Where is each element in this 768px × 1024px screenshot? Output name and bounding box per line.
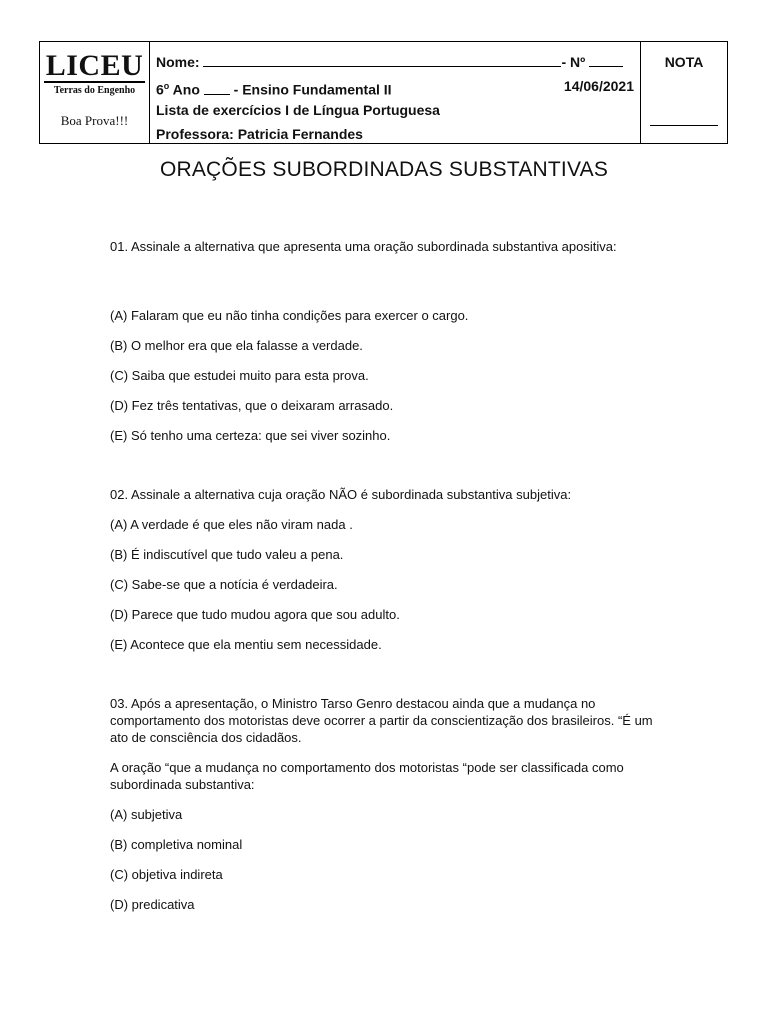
- option-item: (A) Falaram que eu não tinha condições para exercer o cargo.: [110, 308, 469, 323]
- name-line: [156, 50, 634, 74]
- question-prompt: 02. Assinale a alternativa cuja oração NÃO é subordinada substantiva subjetiva:: [110, 487, 572, 502]
- option-item: (C) Sabe-se que a notícia é verdadeira.: [110, 577, 338, 592]
- option-item: (C) Saiba que estudei muito para esta prova.: [110, 368, 369, 383]
- question-prompt: 03. Após a apresentação, o Ministro Tarso Genro destacou ainda que a mudança no comportamento dos motoristas deve ocorrer a partir da conscientização dos brasileiros. “É um ato de consciência dos cidadãos.: [110, 696, 653, 745]
- exercise-list: [110, 238, 655, 913]
- option-item: (D) predicativa: [110, 897, 195, 912]
- grade-number: 6: [156, 81, 164, 98]
- option-item: (B) completiva nominal: [110, 837, 243, 852]
- option-item: (D) Fez três tentativas, que o deixaram arrasado.: [110, 398, 394, 413]
- student-info-cell: [150, 42, 641, 143]
- name-label: Nome:: [156, 54, 200, 70]
- option-item: (A) subjetiva: [110, 807, 183, 822]
- option-item: (A) A verdade é que eles não viram nada .: [110, 517, 353, 532]
- option-item: (E) Acontece que ela mentiu sem necessidade.: [110, 637, 382, 652]
- header-table: [39, 41, 728, 144]
- question-statement: A oração “que a mudança no comportamento dos motoristas “pode ser classificada como subordinada substantiva:: [110, 760, 624, 792]
- option-item: (C) objetiva indireta: [110, 867, 223, 882]
- grade-word: Ano: [172, 81, 200, 98]
- grade-line: [156, 74, 634, 98]
- grade-ordinal: o: [163, 81, 170, 91]
- exam-date: 14/06/2021: [563, 78, 634, 94]
- grade-level: - Ensino Fundamental II: [233, 81, 392, 98]
- question-prompt: 01. Assinale a alternativa que apresenta uma oração subordinada substantiva apositiva:: [110, 239, 617, 254]
- page-title: ORAÇÕES SUBORDINADAS SUBSTANTIVAS: [159, 158, 609, 181]
- grade-box: [641, 42, 727, 143]
- option-item: (E) Só tenho uma certeza: que sei viver sozinho.: [110, 428, 391, 443]
- number-field[interactable]: [589, 51, 623, 67]
- school-logo: LICEU: [45, 49, 144, 82]
- teacher-name: Professora: Patricia Fernandes: [156, 126, 363, 142]
- grade-box-label: NOTA: [664, 54, 704, 70]
- good-luck-text: Boa Prova!!!: [60, 113, 129, 128]
- option-item: (B) O melhor era que ela falasse a verdade.: [110, 338, 363, 353]
- grade-field[interactable]: [650, 125, 718, 126]
- option-item: (D) Parece que tudo mudou agora que sou adulto.: [110, 607, 400, 622]
- list-title: Lista de exercícios I de Língua Portuguesa: [156, 102, 440, 118]
- school-subtitle: Terras do Engenho: [53, 85, 136, 96]
- name-field[interactable]: [203, 51, 561, 67]
- logo-cell: [40, 42, 150, 143]
- class-field[interactable]: [204, 79, 230, 95]
- option-item: (B) É indiscutível que tudo valeu a pena.: [110, 547, 344, 562]
- number-label: - Nº: [561, 54, 586, 70]
